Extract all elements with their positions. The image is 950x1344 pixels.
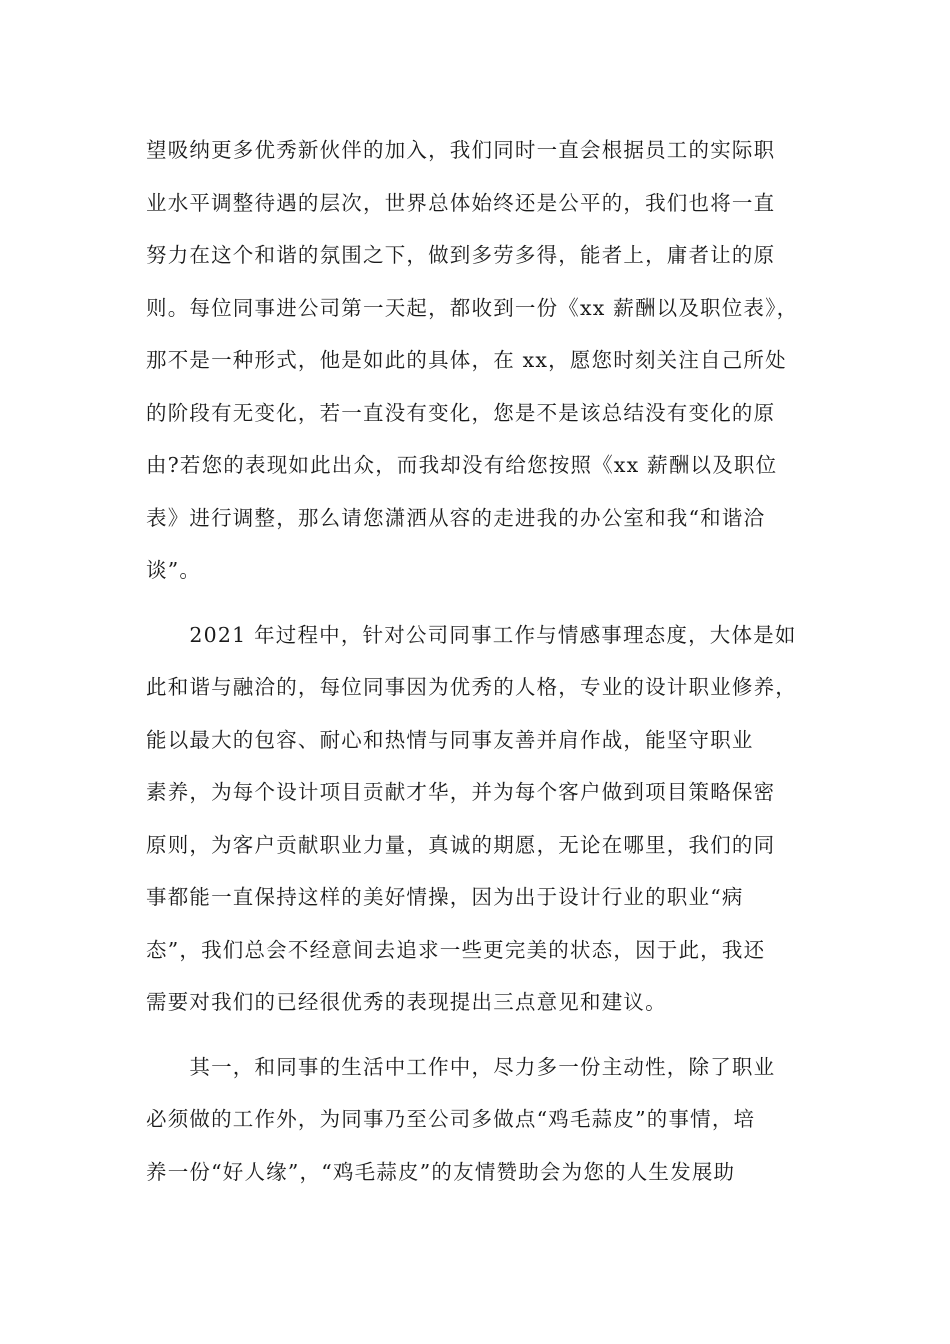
text-line: 此和谐与融洽的，每位同事因为优秀的人格，专业的设计职业修养， [146,675,797,699]
text-line: 则。每位同事进公司第一天起，都收到一份《xx 薪酬以及职位表》， [146,295,799,320]
text-line: 谈”。 [146,558,202,582]
text-line: 态”，我们总会不经意间去追求一些更完美的状态，因于此，我还 [146,937,766,962]
text-line: 其一，和同事的生活中工作中，尽力多一份主动性，除了职业 [146,1054,776,1079]
text-line: 能以最大的包容、耐心和热情与同事友善并肩作战，能坚守职业 [146,727,754,752]
text-line: 的阶段有无变化，若一直没有变化，您是不是该总结没有变化的原 [146,400,776,425]
text-line: 事都能一直保持这样的美好情操，因为出于设计行业的职业“病 [146,885,744,909]
paragraph-3 [146,1046,806,1204]
text-line: 2021 年过程中，针对公司同事工作与情感事理态度，大体是如 [146,622,797,647]
text-line: 养一份“好人缘”，“鸡毛蒜皮”的友情赞助会为您的人生发展助 [146,1159,736,1184]
text-line: 原则，为客户贡献职业力量，真诚的期愿，无论在哪里，我们的同 [146,832,776,857]
paragraph-spacer [146,1034,806,1046]
paragraph-2 [146,614,806,1034]
document-body [146,129,806,1203]
text-line: 必须做的工作外，为同事乃至公司多做点“鸡毛蒜皮”的事情，培 [146,1107,756,1131]
text-line: 望吸纳更多优秀新伙伴的加入，我们同时一直会根据员工的实际职 [146,138,776,162]
text-line: 需要对我们的已经很优秀的表现提出三点意见和建议。 [146,990,667,1014]
text-line: 素养，为每个设计项目贡献才华，并为每个客户做到项目策略保密 [146,780,776,804]
text-line: 表》进行调整，那么请您潇洒从容的走进我的办公室和我“和谐洽 [146,505,766,530]
text-line: 业水平调整待遇的层次，世界总体始终还是公平的，我们也将一直 [146,190,776,215]
text-line: 努力在这个和谐的氛围之下，做到多劳多得，能者上，庸者让的原 [146,243,776,267]
text-line: 那不是一种形式，他是如此的具体，在 xx，愿您时刻关注自己所处 [146,348,787,372]
paragraph-1 [146,129,806,602]
text-line: 由?若您的表现如此出众，而我却没有给您按照《xx 薪酬以及职位 [146,453,778,477]
paragraph-spacer [146,602,806,614]
